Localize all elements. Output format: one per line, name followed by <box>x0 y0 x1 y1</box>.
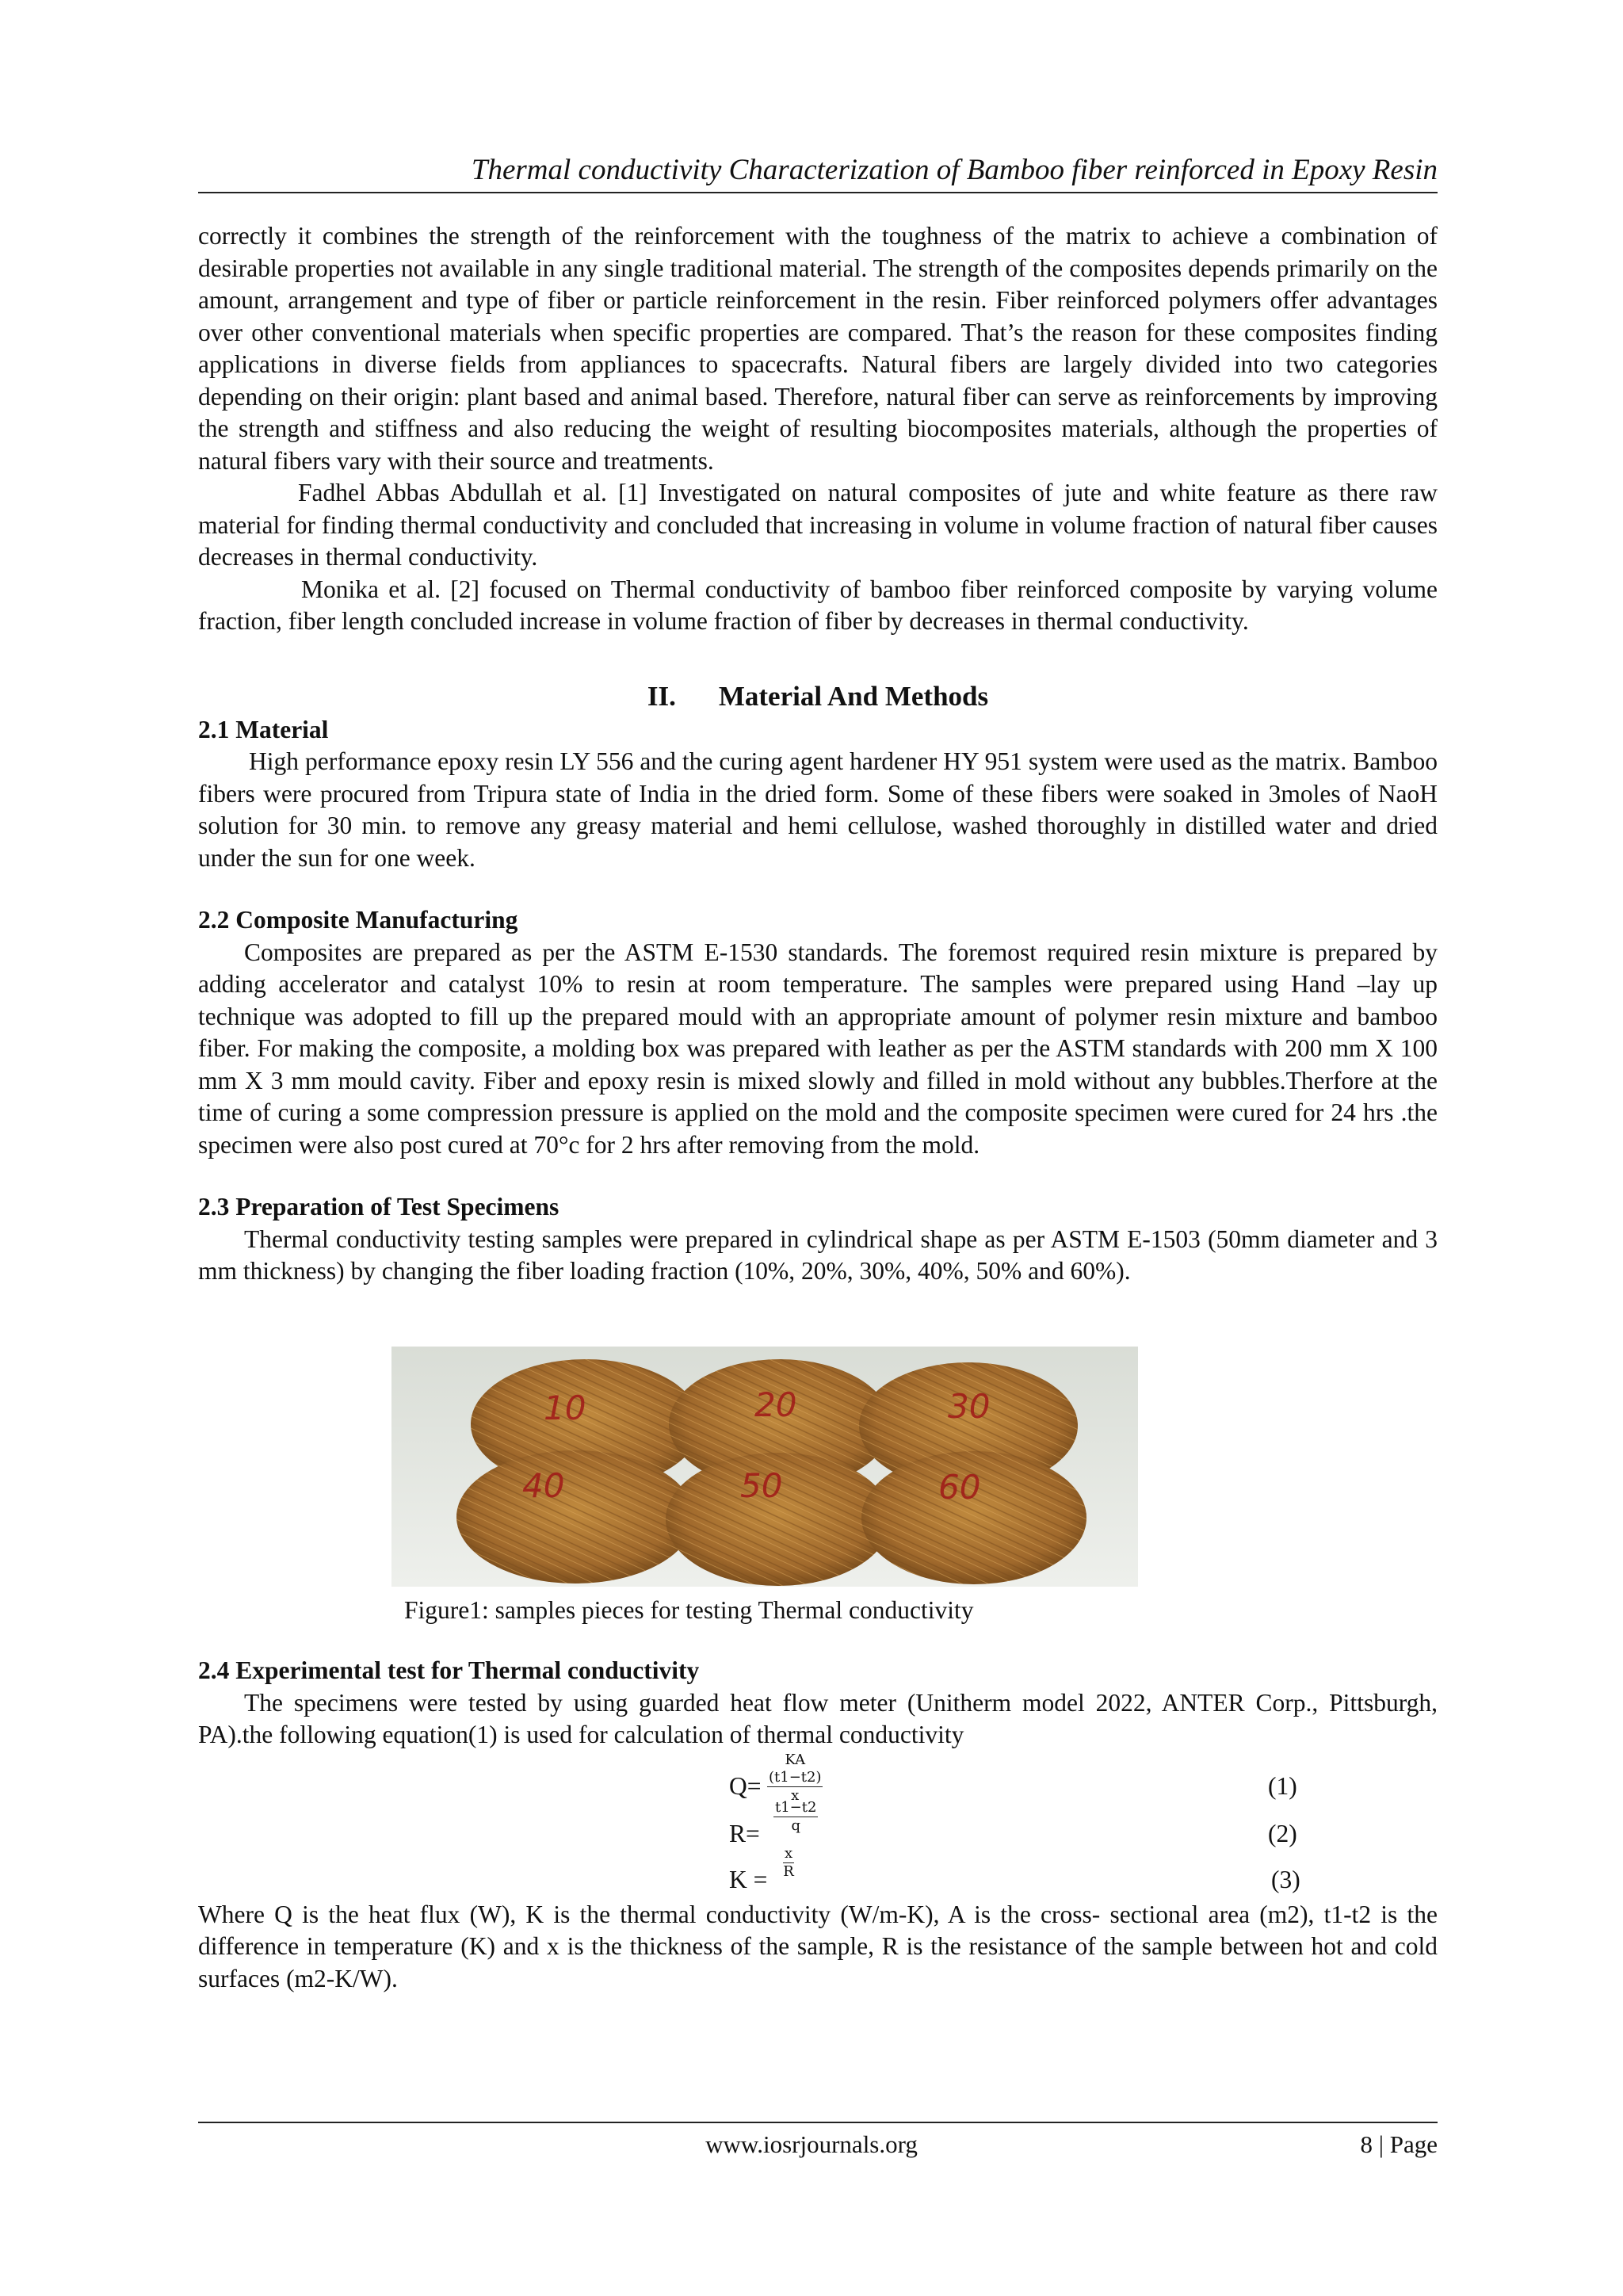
figure-1 <box>198 1347 1438 1587</box>
page-body <box>198 220 1438 1995</box>
equation-lhs: K = <box>729 1865 768 1893</box>
equation-denominator: q <box>791 1817 800 1834</box>
intro-paragraph-3: Monika et al. [2] focused on Thermal conductivity of bamboo fiber reinforced composite by varying volume fraction, fiber length concluded increase in volume fraction of fiber by decreases in thermal conductivity. <box>198 575 1438 635</box>
section-heading <box>198 679 1438 714</box>
footer-website: www.iosrjournals.org <box>705 2130 918 2158</box>
section-number: II. <box>647 680 676 712</box>
equation-number: (1) <box>1268 1771 1297 1800</box>
sample-label: 50 <box>740 1465 783 1505</box>
subsection-heading-material: 2.1 Material <box>198 715 329 743</box>
page-number: 8 | Page <box>1360 2130 1438 2158</box>
equation-lhs: Q= <box>729 1771 762 1800</box>
specimens-paragraph: Thermal conductivity testing samples were prepared in cylindrical shape as per ASTM E-1503 (50mm diameter and 3 mm thickness) by changing the fiber loading fraction (10%, 20%, 30%, 40%, 50% and 60%). <box>198 1224 1438 1285</box>
section-title: Material And Methods <box>718 680 989 712</box>
equation-numerator: x <box>785 1844 793 1862</box>
spacer <box>198 1626 1438 1655</box>
intro-paragraph-1: correctly it combines the strength of the reinforcement with the toughness of the matrix to achieve a combination of desirable properties not available in any single traditional material. The strength of the composites depends primarily on the amount, arrangement and type of fiber or particle reinforcement in the resin. Fiber reinforced polymers offer advantages over other conventional materials when specific properties are compared. That’s the reason for these composites finding applications in diverse fields from appliances to spacecrafts. Natural fibers are largely divided into two categories depending on their origin: plant based and animal based. Therefore, natural fiber can serve as reinforcements by improving the strength and stiffness and also reducing the weight of resulting biocomposites materials, although the properties of natural fibers vary with their source and treatments. <box>198 222 1438 475</box>
running-title: Thermal conductivity Characterization of Bamboo fiber reinforced in Epoxy Resin <box>471 154 1438 186</box>
figure-caption: Figure1: samples pieces for testing Thermal conductivity <box>404 1595 974 1624</box>
subsection-heading-specimens: 2.3 Preparation of Test Specimens <box>198 1193 559 1221</box>
subsection-heading-manufacturing: 2.2 Composite Manufacturing <box>198 906 518 934</box>
intro-paragraph-2: Fadhel Abbas Abdullah et al. [1] Investigated on natural composites of jute and white feature as there raw material for finding thermal conductivity and concluded that increasing in volume in volume fraction of natural fiber causes decreases in thermal conductivity. <box>198 479 1438 571</box>
sample-label: 40 <box>522 1465 565 1505</box>
equation-denominator: x <box>791 1786 800 1804</box>
equation-denominator: R <box>783 1862 794 1880</box>
equation-fraction <box>767 1752 823 1805</box>
equation-numerator: KA (t1−t2) <box>769 1751 822 1786</box>
equation-number: (2) <box>1268 1819 1297 1847</box>
samples-photo <box>391 1347 1138 1587</box>
sample-label: 30 <box>948 1386 991 1426</box>
material-paragraph: High performance epoxy resin LY 556 and the curing agent hardener HY 951 system were used as the matrix. Bamboo fibers were procured from Tripura state of India in the dried form. Some of these fibers were soaked in 3moles of NaoH solution for 30 min. to remove any greasy material and hemi cellulose, washed thoroughly in distilled water and dried under the sun for one week. <box>198 747 1438 872</box>
equation-fraction <box>783 1845 794 1881</box>
manufacturing-paragraph: Composites are prepared as per the ASTM E-1530 standards. The foremost required resin mixture is prepared by adding accelerator and catalyst 10% to resin at room temperature. The samples were prepared using Hand –lay up technique was adopted to fill up the prepared mould with an appropriate amount of polymer resin mixture and bamboo fiber. For making the composite, a molding box was prepared with leather as per the ASTM standards with 200 mm X 100 mm X 3 mm mould cavity. Fiber and epoxy resin is mixed slowly and filled in mold without any bubbles.Therfore at the time of curing a some compression pressure is applied on the mold and the composite specimen were cured for 24 hrs .the specimen were also post cured at 70°c for 2 hrs after removing from the mold. <box>198 938 1438 1159</box>
footer-rule <box>198 2122 1438 2123</box>
header-rule <box>198 192 1438 193</box>
spacer <box>198 1161 1438 1191</box>
where-paragraph: Where Q is the heat flux (W), K is the thermal conductivity (W/m-K), A is the cross- sectional area (m2), t1-t2 is the difference in temperature (K) and x is the thickness of the sample, R is the resistance of the sample between hot and cold surfaces (m2-K/W). <box>198 1900 1438 1992</box>
sample-label: 60 <box>938 1467 981 1507</box>
equation-lhs: R= <box>729 1819 760 1847</box>
equation-numerator: t1−t2 <box>775 1798 817 1816</box>
sample-label: 20 <box>754 1385 797 1424</box>
equation-fraction <box>773 1799 818 1835</box>
sample-label: 10 <box>544 1388 586 1427</box>
equation-number: (3) <box>1271 1865 1300 1893</box>
spacer <box>198 874 1438 904</box>
experimental-paragraph: The specimens were tested by using guarded heat flow meter (Unitherm model 2022, ANTER Corp., Pittsburgh, PA).the following equation(1) is used for calculation of thermal conductivity <box>198 1688 1438 1748</box>
subsection-heading-experimental: 2.4 Experimental test for Thermal conductivity <box>198 1656 700 1684</box>
equations-block <box>198 1752 1438 1899</box>
sample-disc <box>456 1450 694 1584</box>
